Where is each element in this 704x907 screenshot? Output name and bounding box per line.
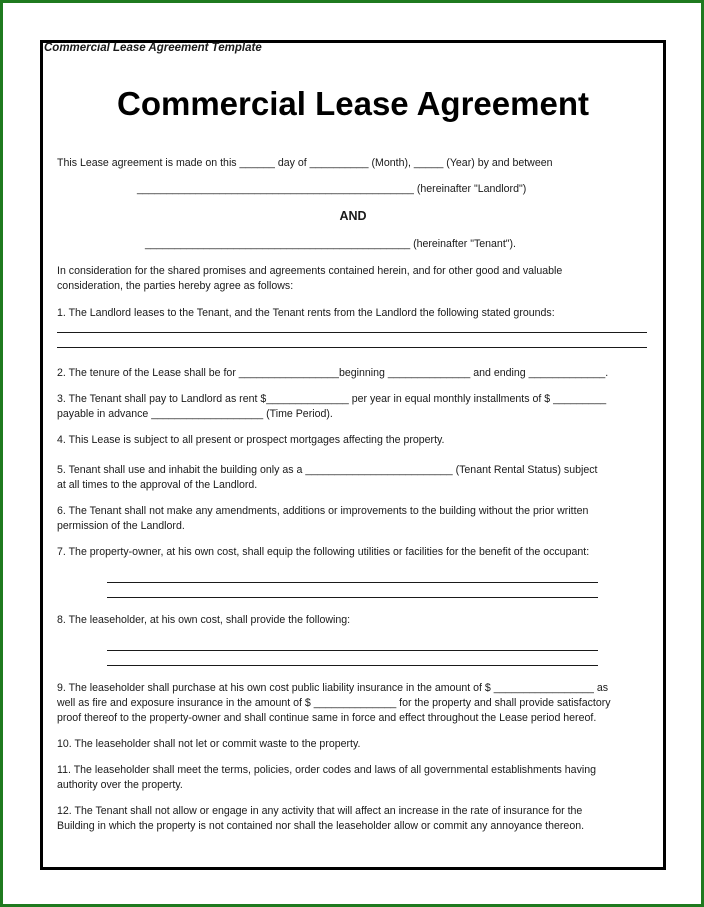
clause-8: 8. The leaseholder, at his own cost, shall provide the following: xyxy=(57,614,351,626)
clause-7: 7. The property-owner, at his own cost, shall equip the following utilities or facilities for the benefit of the occupant: xyxy=(57,546,590,558)
clause-10: 10. The leaseholder shall not let or commit waste to the property. xyxy=(57,738,361,750)
grounds-blank-line-2 xyxy=(57,347,647,348)
intro-line: This Lease agreement is made on this ______ day of __________ (Month), _____ (Year) by and between xyxy=(57,157,553,169)
clause-6-line-2: permission of the Landlord. xyxy=(57,520,185,532)
clause-9-line-2: well as fire and exposure insurance in the amount of $ ______________ for the property and shall provide satisfactory xyxy=(57,697,611,709)
clause-5-line-2: at all times to the approval of the Landlord. xyxy=(57,479,258,491)
clause-6-line-1: 6. The Tenant shall not make any amendments, additions or improvements to the building without the prior written xyxy=(57,505,589,517)
clause-12-line-1: 12. The Tenant shall not allow or engage in any activity that will affect an increase in the rate of insurance for the xyxy=(57,805,583,817)
clause-11-line-2: authority over the property. xyxy=(57,779,183,791)
tenant-line: _____________________________________________ (hereinafter "Tenant"). xyxy=(145,238,516,250)
utilities-blank-line-1 xyxy=(107,582,598,583)
clause-1: 1. The Landlord leases to the Tenant, and the Tenant rents from the Landlord the following stated grounds: xyxy=(57,307,555,319)
grounds-blank-line-1 xyxy=(57,332,647,333)
clause-9-line-3: proof thereof to the property-owner and shall continue same in force and effect throughout the Lease period hereof. xyxy=(57,712,597,724)
consideration-line-2: consideration, the parties hereby agree as follows: xyxy=(57,280,294,292)
provisions-blank-line-1 xyxy=(107,650,598,651)
clause-12-line-2: Building in which the property is not contained nor shall the leaseholder allow or commit any annoyance thereon. xyxy=(57,820,585,832)
clause-11-line-1: 11. The leaseholder shall meet the terms, policies, order codes and laws of all governmental establishments having xyxy=(57,764,597,776)
utilities-blank-line-2 xyxy=(107,597,598,598)
clause-9-line-1: 9. The leaseholder shall purchase at his own cost public liability insurance in the amount of $ _________________ as xyxy=(57,682,609,694)
landlord-line: _______________________________________________ (hereinafter "Landlord") xyxy=(137,183,527,195)
provisions-blank-line-2 xyxy=(107,665,598,666)
document-title: Commercial Lease Agreement xyxy=(117,85,589,122)
clause-4: 4. This Lease is subject to all present or prospect mortgages affecting the property. xyxy=(57,434,445,446)
clause-3-line-1: 3. The Tenant shall pay to Landlord as rent $______________ per year in equal monthly installments of $ _________ xyxy=(57,393,607,405)
clause-3-line-2: payable in advance ___________________ (Time Period). xyxy=(57,408,333,420)
consideration-line-1: In consideration for the shared promises and agreements contained herein, and for other good and valuable xyxy=(57,265,563,277)
and-heading: AND xyxy=(339,209,367,223)
clause-5-line-1: 5. Tenant shall use and inhabit the building only as a _________________________ (Tenant Rental Status) subject xyxy=(57,464,598,476)
clause-2: 2. The tenure of the Lease shall be for _________________beginning ______________ and ending _____________. xyxy=(57,367,609,379)
template-label: Commercial Lease Agreement Template xyxy=(44,42,262,54)
